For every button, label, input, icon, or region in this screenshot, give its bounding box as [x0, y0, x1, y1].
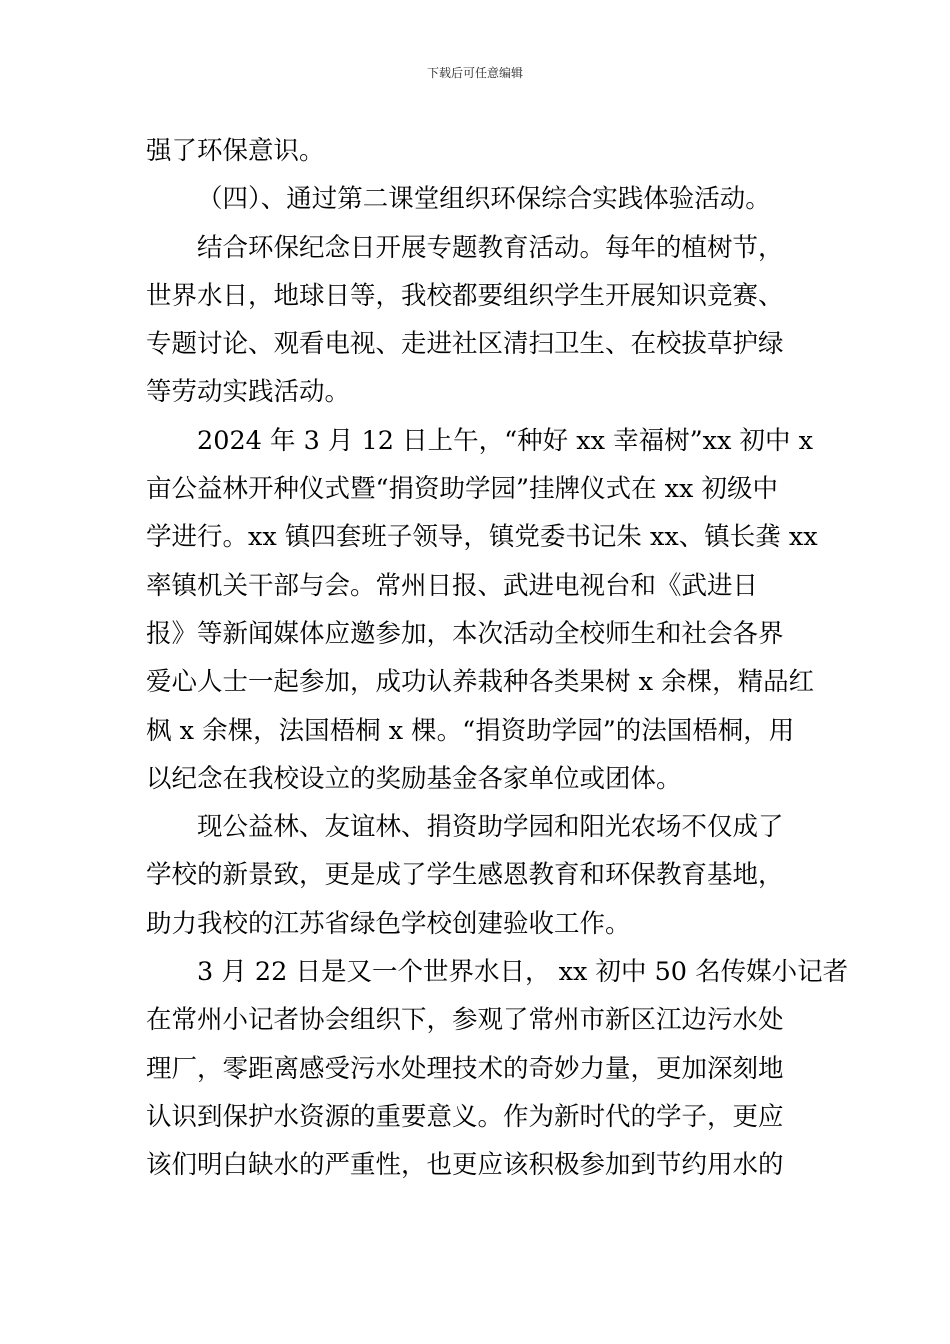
text-line: 报》等新闻媒体应邀参加，本次活动全校师生和社会各界 — [146, 618, 784, 649]
text-line: 率镇机关干部与会。常州日报、武进电视台和《武进日 — [146, 570, 759, 601]
text-line: 结合环保纪念日开展专题教育活动。每年的植树节， — [197, 232, 784, 263]
text-line: 学校的新景致，更是成了学生感恩教育和环保教育基地， — [146, 860, 784, 891]
text-line: 枫 x 余棵，法国梧桐 x 棵。“捐资助学园”的法国梧桐，用 — [146, 715, 795, 746]
text-line: 专题讨论、观看电视、走进社区清扫卫生、在校拔草护绿 — [146, 329, 784, 360]
text-line: 在常州小记者协会组织下，参观了常州市新区江边污水处 — [146, 1005, 784, 1036]
page-header: 下载后可任意编辑 — [426, 66, 523, 80]
text-line: 助力我校的江苏省绿色学校创建验收工作。 — [146, 908, 631, 939]
text-line: 等劳动实践活动。 — [146, 377, 351, 408]
section-heading: （四）、通过第二课堂组织环保综合实践体验活动。 — [197, 184, 771, 215]
text-line: 强了环保意识。 — [146, 136, 325, 166]
text-line: 亩公益林开种仪式暨“捐资助学园”挂牌仪式在 xx 初级中 — [146, 474, 779, 505]
text-line: 学进行。xx 镇四套班子领导，镇党委书记朱 xx、镇长龚 xx — [146, 522, 818, 553]
text-line: 2024 年 3 月 12 日上午，“种好 xx 幸福树”xx 初中 x — [197, 425, 813, 456]
text-line: 3 月 22 日是又一个世界水日， xx 初中 50 名传媒小记者 — [197, 957, 849, 988]
text-line: 世界水日，地球日等，我校都要组织学生开展知识竞赛、 — [146, 280, 784, 311]
text-line: 该们明白缺水的严重性，也更应该积极参加到节约用水的 — [146, 1150, 784, 1181]
text-line: 认识到保护水资源的重要意义。作为新时代的学子，更应 — [146, 1101, 784, 1132]
text-line: 现公益林、友谊林、捐资助学园和阳光农场不仅成了 — [197, 812, 784, 843]
text-line: 以纪念在我校设立的奖励基金各家单位或团体。 — [146, 763, 682, 794]
text-line: 爱心人士一起参加，成功认养栽种各类果树 x 余棵，精品红 — [146, 667, 815, 698]
text-line: 理厂，零距离感受污水处理技术的奇妙力量，更加深刻地 — [146, 1053, 784, 1084]
document-body — [146, 127, 849, 1190]
